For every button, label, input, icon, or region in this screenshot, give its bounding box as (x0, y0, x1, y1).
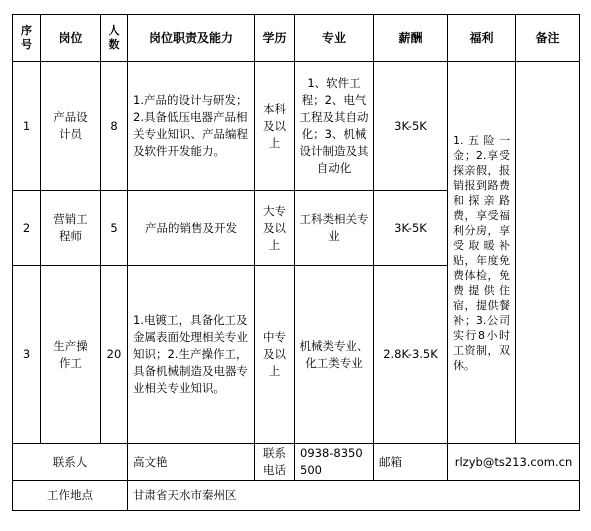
row-seq: 2 (13, 191, 41, 266)
row-education: 本科及以上 (255, 62, 295, 191)
row-count: 8 (101, 62, 128, 191)
row-major: 机械类专业、化工类专业 (295, 266, 374, 444)
row-position: 生产操作工 (41, 266, 101, 444)
header-row (13, 15, 580, 62)
address-label: 工作地点 (13, 481, 128, 511)
header-seq: 序号 (13, 15, 41, 62)
address-row (13, 481, 580, 511)
row-education: 大专及以上 (255, 191, 295, 266)
remarks-cell (516, 62, 580, 444)
row-major: 1、软件工程；2、电气工程及其自动化；3、机械设计制造及其自动化 (295, 62, 374, 191)
contact-email-label: 邮箱 (374, 444, 448, 481)
contact-email: rlzyb@ts213.com.cn (448, 444, 580, 481)
row-duties: 1.电镀工，具备化工及金属表面处理相关专业知识；2.生产操作工，具备机械制造及电器专业相关专业知识。 (128, 266, 255, 444)
contact-person: 高文艳 (128, 444, 255, 481)
row-seq: 3 (13, 266, 41, 444)
row-duties: 1.产品的设计与研发；2.具备低压电器产品相关专业知识、产品编程及软件开发能力。 (128, 62, 255, 191)
row-position: 产品设计员 (41, 62, 101, 191)
contact-phone-label: 联系电话 (255, 444, 295, 481)
row-duties: 产品的销售及开发 (128, 191, 255, 266)
header-salary: 薪酬 (374, 15, 448, 62)
row-education: 中专及以上 (255, 266, 295, 444)
recruitment-table (12, 14, 580, 511)
header-remarks: 备注 (516, 15, 580, 62)
header-count: 人数 (101, 15, 128, 62)
header-duties: 岗位职责及能力 (128, 15, 255, 62)
header-welfare: 福利 (448, 15, 516, 62)
header-education: 学历 (255, 15, 295, 62)
row-count: 5 (101, 191, 128, 266)
address-value: 甘肃省天水市秦州区 (128, 481, 580, 511)
contact-phone: 0938-8350500 (295, 444, 374, 481)
row-position: 营销工程师 (41, 191, 101, 266)
contact-person-label: 联系人 (13, 444, 128, 481)
header-position: 岗位 (41, 15, 101, 62)
row-salary: 3K-5K (374, 191, 448, 266)
row-major: 工科类相关专业 (295, 191, 374, 266)
contact-row (13, 444, 580, 481)
table-row (13, 62, 580, 191)
recruitment-table-wrapper (12, 14, 580, 511)
row-count: 20 (101, 266, 128, 444)
welfare-cell: 1.五险一金；2.享受探亲假，报销报到路费和探亲路费，享受福利分房，享受取暖补贴，年度免费体检，免费提供住宿，提供餐补；3.公司实行8小时工资制，双休。 (448, 62, 516, 444)
row-salary: 2.8K-3.5K (374, 266, 448, 444)
row-salary: 3K-5K (374, 62, 448, 191)
header-major: 专业 (295, 15, 374, 62)
row-seq: 1 (13, 62, 41, 191)
